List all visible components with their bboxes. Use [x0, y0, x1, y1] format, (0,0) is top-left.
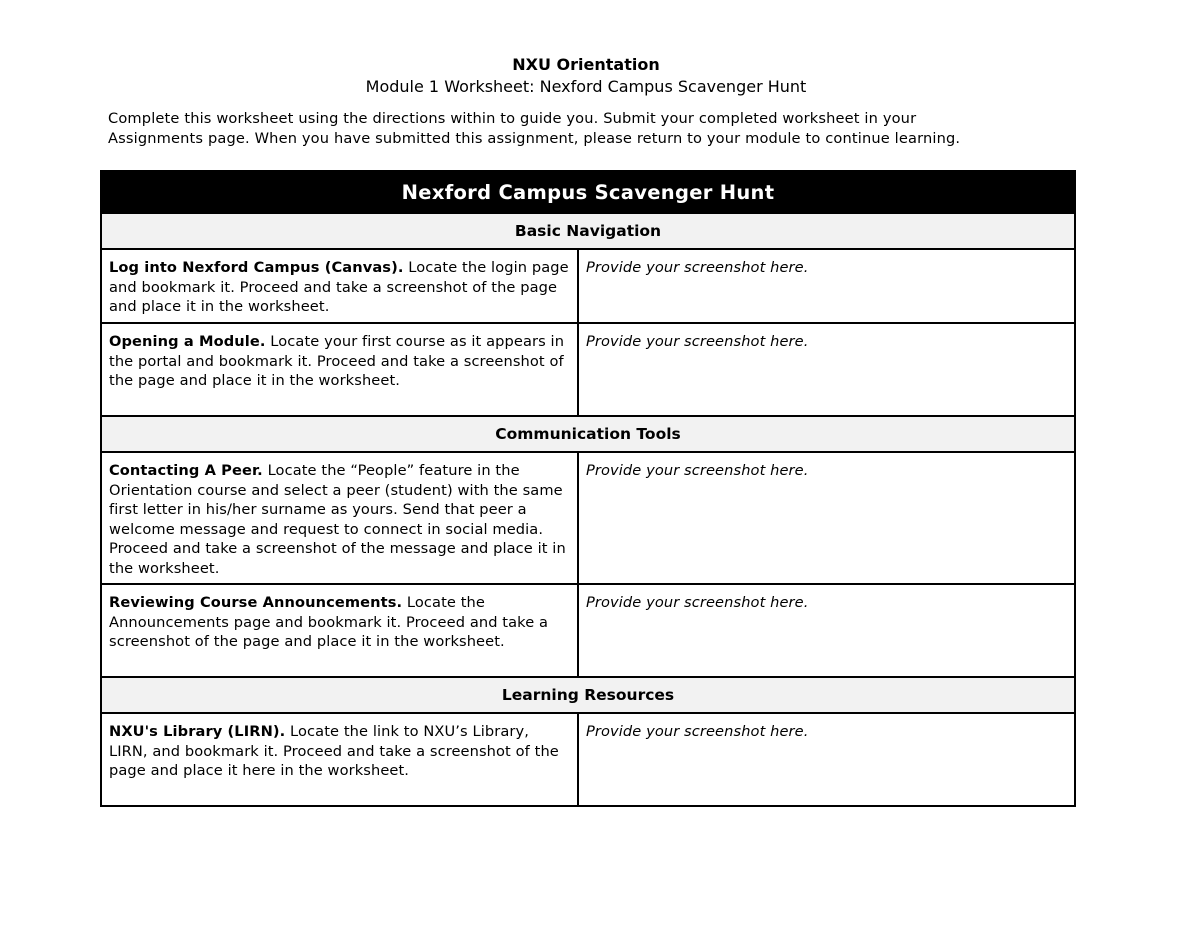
answer-placeholder: Provide your screenshot here. [586, 462, 809, 479]
answer-placeholder: Provide your screenshot here. [586, 259, 809, 276]
intro-line-2: Assignments page. When you have submitted this assignment, please return to your module to continue learning. [108, 130, 961, 147]
section-heading-learning-resources: Learning Resources [101, 677, 1075, 713]
answer-placeholder: Provide your screenshot here. [586, 723, 809, 740]
answer-cell-library[interactable] [578, 713, 1075, 806]
scavenger-hunt-table [100, 170, 1076, 807]
task-title: Contacting A Peer. [109, 462, 263, 479]
task-description: Locate the Announcements page and bookmark it. Proceed and take a screenshot of the page and place it in the worksheet. [109, 594, 549, 650]
table-row [101, 323, 1075, 416]
task-description: Locate the “People” feature in the Orientation course and select a peer (student) with the same first letter in his/her surname as yours. Send that peer a welcome message and request to connect in social media. Proceed and take a screenshot of the message and place it in the worksheet. [109, 462, 566, 577]
answer-placeholder: Provide your screenshot here. [586, 594, 809, 611]
task-cell-module [101, 323, 578, 416]
section-heading-communication-tools: Communication Tools [101, 416, 1075, 452]
task-title: NXU's Library (LIRN). [109, 723, 286, 740]
table-row [101, 452, 1075, 584]
document-title: NXU Orientation [512, 55, 660, 74]
task-title: Opening a Module. [109, 333, 266, 350]
table-row [101, 713, 1075, 806]
task-description: Locate the link to NXU’s Library, LIRN, and bookmark it. Proceed and take a screenshot of the page and place it here in the worksheet. [109, 723, 559, 779]
answer-cell-login[interactable] [578, 249, 1075, 323]
task-description: Locate the login page and bookmark it. Proceed and take a screenshot of the page and place it in the worksheet. [109, 259, 569, 315]
intro-line-1: Complete this worksheet using the directions within to guide you. Submit your completed worksheet in your [108, 110, 917, 127]
section-heading-basic-navigation: Basic Navigation [101, 213, 1075, 249]
answer-cell-announcements[interactable] [578, 584, 1075, 677]
task-cell-announcements [101, 584, 578, 677]
task-cell-peer [101, 452, 578, 584]
table-row [101, 584, 1075, 677]
task-title: Reviewing Course Announcements. [109, 594, 403, 611]
table-banner: Nexford Campus Scavenger Hunt [101, 171, 1075, 213]
table-row [101, 249, 1075, 323]
task-cell-library [101, 713, 578, 806]
task-description: Locate your first course as it appears in the portal and bookmark it. Proceed and take a screenshot of the page and place it in the worksheet. [109, 333, 565, 389]
task-cell-login [101, 249, 578, 323]
answer-cell-peer[interactable] [578, 452, 1075, 584]
task-title: Log into Nexford Campus (Canvas). [109, 259, 404, 276]
document-header [0, 54, 1172, 98]
answer-placeholder: Provide your screenshot here. [586, 333, 809, 350]
answer-cell-module[interactable] [578, 323, 1075, 416]
document-subtitle: Module 1 Worksheet: Nexford Campus Scavenger Hunt [365, 77, 807, 96]
intro-paragraph [108, 109, 1078, 149]
